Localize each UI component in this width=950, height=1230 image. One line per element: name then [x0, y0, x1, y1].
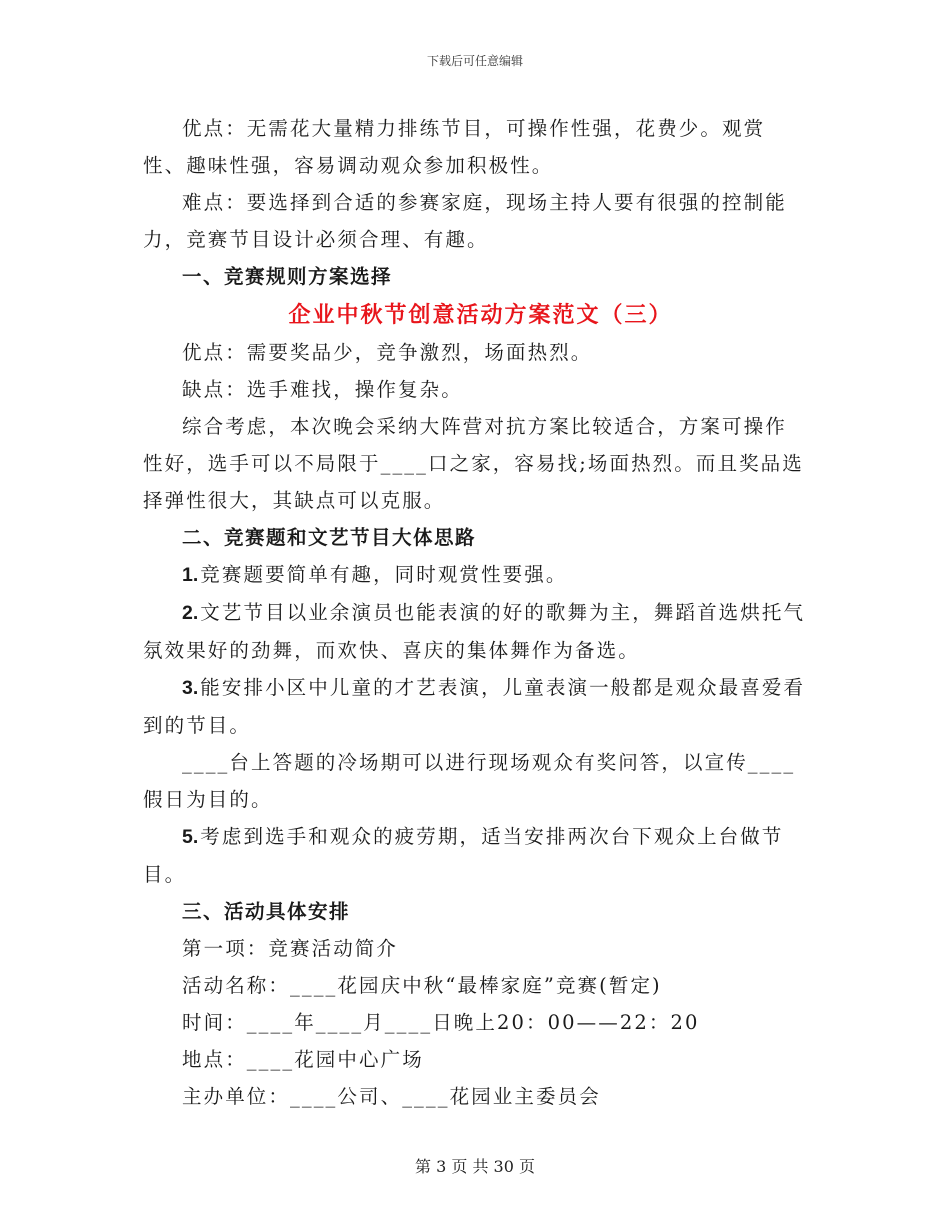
- paragraph-advantages-2: 优点：需要奖品少，竞争激烈，场面热烈。: [182, 341, 593, 364]
- page-footer: 第 3 页 共 30 页: [415, 1157, 535, 1176]
- page-header: 下载后可任意编辑: [426, 54, 523, 68]
- list-item-2: [143, 594, 808, 669]
- list-item-text: 竞赛题要简单有趣，同时观赏性要强。: [200, 563, 568, 586]
- list-number: 5.: [182, 826, 199, 848]
- list-item-text: 文艺节目以业余演员也能表演的好的歌舞为主，舞蹈首选烘托气氛效果好的劲舞，而欢快、喜庆的集体舞作为备选。: [143, 601, 806, 662]
- paragraph-item-one: 第一项：竞赛活动简介: [182, 937, 399, 960]
- list-item-3: [143, 669, 808, 744]
- list-item-5: [143, 818, 808, 893]
- paragraph-time: 时间：____年____月____日晚上20：00——22：20: [182, 1011, 700, 1034]
- paragraph-advantages: 优点：无需花大量精力排练节目，可操作性强，花费少。观赏性、趣味性强，容易调动观众参加积极性。: [143, 117, 766, 177]
- list-item-text: 考虑到选手和观众的疲劳期，适当安排两次台下观众上台做节目。: [143, 825, 784, 886]
- list-number: 3.: [182, 677, 199, 699]
- list-number: 1.: [182, 564, 199, 586]
- paragraph-organizer: 主办单位：____公司、____花园业主委员会: [182, 1085, 601, 1108]
- paragraph-activity-name: 活动名称：____花园庆中秋“最棒家庭”竞赛(暂定): [182, 974, 662, 997]
- paragraph-conclusion: 综合考虑，本次晚会采纳大阵营对抗方案比较适合，方案可操作性好，选手可以不局限于____口之家，容易找;场面热烈。而且奖品选择弹性很大，其缺点可以克服。: [143, 415, 804, 512]
- paragraph-audience-quiz: ____台上答题的冷场期可以进行现场观众有奖问答，以宣传____假日为目的。: [143, 751, 796, 811]
- paragraph-location: 地点：____花园中心广场: [182, 1048, 424, 1071]
- list-item-1: [143, 556, 808, 594]
- document-body: [143, 110, 808, 1115]
- list-item-text: 能安排小区中儿童的才艺表演，儿童表演一般都是观众最喜爱看到的节目。: [143, 676, 806, 737]
- section-heading-1: 一、竞赛规则方案选择: [182, 265, 393, 288]
- paragraph-disadvantages: 缺点：选手难找，操作复杂。: [182, 378, 463, 401]
- section-heading-3: 三、活动具体安排: [182, 900, 351, 923]
- document-title: 企业中秋节创意活动方案范文（三）: [288, 302, 673, 328]
- list-number: 2.: [182, 602, 199, 624]
- section-heading-2: 二、竞赛题和文艺节目大体思路: [182, 526, 477, 549]
- paragraph-difficulties: 难点：要选择到合适的参赛家庭，现场主持人要有很强的控制能力，竞赛节目设计必须合理、有趣。: [143, 191, 787, 251]
